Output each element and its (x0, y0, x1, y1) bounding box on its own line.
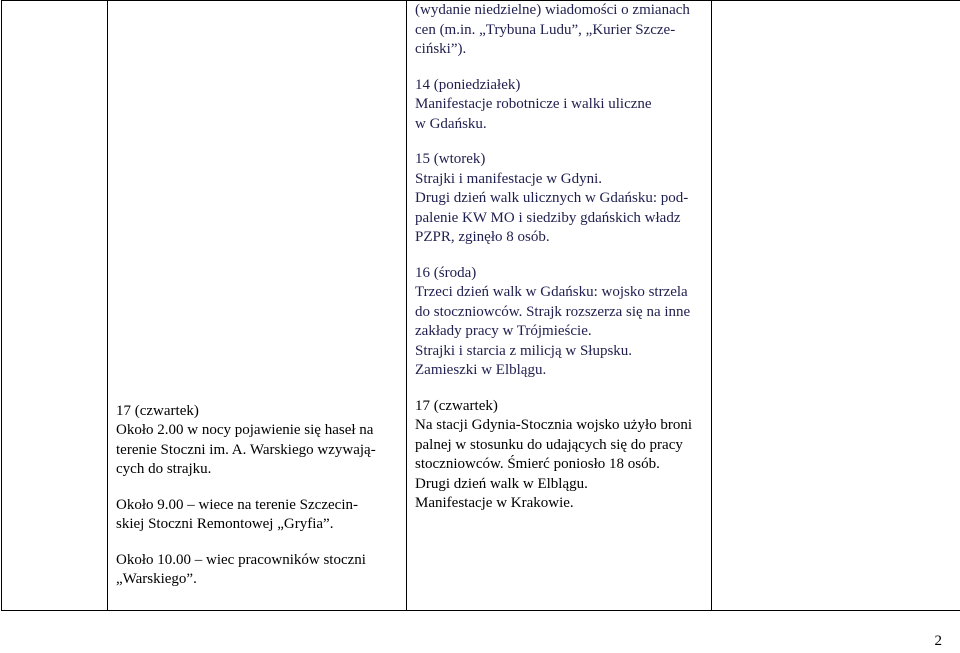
coast-column (407, 1, 712, 611)
event-text-line: palnej w stosunku do udających się do pracy (415, 436, 683, 453)
event-text-line: PZPR, zginęło 8 osób. (415, 229, 550, 245)
event-block (415, 76, 711, 135)
event-text-line: Manifestacje robotnicze i walki uliczne (415, 96, 652, 112)
event-text-line: Strajki i manifestacje w Gdyni. (415, 170, 603, 187)
event-text-line: stoczniowców. Śmierć poniosło 18 osób. (415, 456, 660, 472)
event-block (415, 150, 711, 248)
event-text-line: skiej Stoczni Remontowej „Gryfia”. (116, 516, 334, 532)
event-text-line: zakłady pracy w Trójmieście. (415, 323, 592, 339)
empty-column-left (2, 1, 108, 611)
event-text-line: Zamieszki w Elblągu. (415, 362, 547, 378)
event-text-line: Około 2.00 w nocy pojawienie się haseł na (116, 422, 374, 438)
event-block (415, 264, 711, 381)
szczecin-column (108, 1, 407, 611)
event-text-line: Drugi dzień walk w Elblągu. (415, 475, 588, 492)
event-text-line: Na stacji Gdynia-Stocznia wojsko użyło broni (415, 417, 693, 433)
event-text-line: ciński”). (415, 41, 467, 57)
szczecin-events (108, 402, 406, 610)
event-block (116, 402, 406, 480)
chronology-table (1, 0, 960, 611)
event-text-line: Manifestacje w Krakowie. (415, 495, 574, 511)
day-heading: 17 (czwartek) (415, 397, 498, 414)
day-heading: 15 (wtorek) (415, 151, 486, 167)
event-text-line: w Gdańsku. (415, 115, 487, 132)
event-text-line: Trzeci dzień walk w Gdańsku: wojsko strzela (415, 284, 688, 300)
event-text-line: palenie KW MO i siedziby gdańskich władz (415, 209, 681, 226)
empty-column-right (712, 1, 960, 611)
event-text-line: Około 9.00 – wiece na terenie Szczecin- (116, 496, 358, 513)
day-heading: 17 (czwartek) (116, 402, 199, 419)
event-text-line: (wydanie niedzielne) wiadomości o zmianach (415, 2, 690, 18)
event-block (116, 496, 406, 535)
day-heading: 14 (poniedziałek) (415, 76, 521, 93)
table-row (2, 1, 960, 611)
event-text-line: do stoczniowców. Strajk rozszerza się na inne (415, 303, 691, 320)
event-text-line: Około 10.00 – wiec pracowników stoczni (116, 551, 366, 568)
event-text-line: Drugi dzień walk ulicznych w Gdańsku: pod- (415, 190, 689, 206)
coast-events (407, 1, 711, 610)
event-text-line: „Warskiego”. (116, 571, 197, 587)
event-block (116, 551, 406, 590)
event-block (415, 397, 711, 514)
event-text-line: cych do strajku. (116, 461, 212, 477)
page-number: 2 (934, 633, 942, 649)
event-text-line: Strajki i starcia z milicją w Słupsku. (415, 342, 633, 359)
event-text-line: terenie Stoczni im. A. Warskiego wzywają- (116, 441, 376, 458)
day-heading: 16 (środa) (415, 264, 477, 281)
event-text-line: cen (m.in. „Trybuna Ludu”, „Kurier Szcze- (415, 21, 676, 38)
event-block (415, 1, 711, 60)
